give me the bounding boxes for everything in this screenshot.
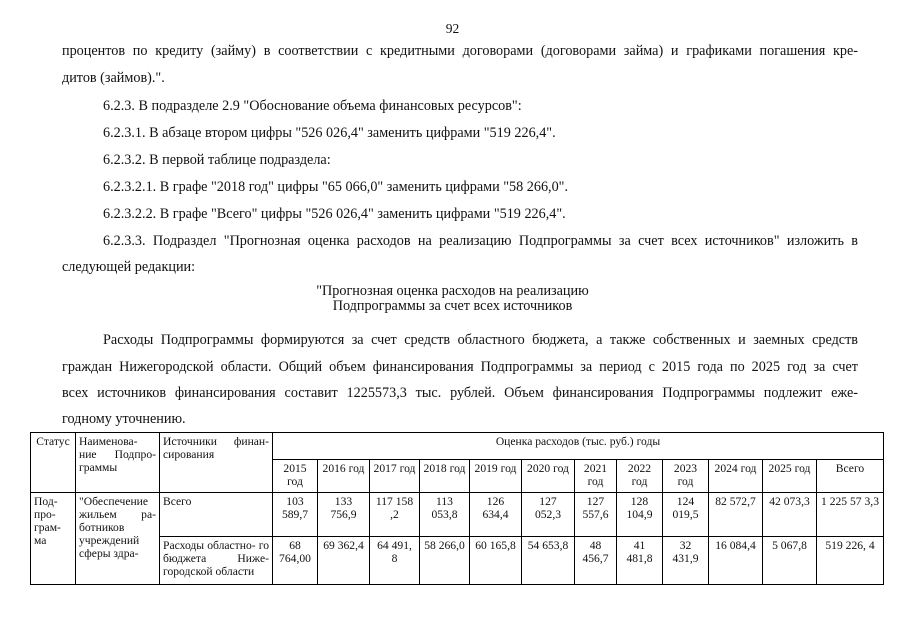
value-cell: 48 456,7 [575, 537, 617, 585]
value-cell: 5 067,8 [763, 537, 817, 585]
value-cell: 69 362,4 [318, 537, 370, 585]
year-header: 2025 год [763, 460, 817, 493]
paragraph-line: Расходы Подпрограммы формируются за счет средств областного бюджета, а также собственных и заемных средств [103, 332, 858, 348]
header-sources: Источники финан- сирования [160, 433, 273, 493]
text-line: 6.2.3.1. В абзаце втором цифры "526 026,4" заменить цифрами "519 226,4". [103, 125, 556, 141]
value-cell: 32 431,9 [663, 537, 709, 585]
value-cell: 103 589,7 [273, 493, 318, 537]
value-cell: 16 084,4 [709, 537, 763, 585]
table-row [31, 493, 884, 537]
value-cell: 64 491, 8 [370, 537, 420, 585]
section-heading: "Прогнозная оценка расходов на реализацию [316, 283, 589, 299]
table-header-row [31, 433, 884, 460]
source-cell: Всего [160, 493, 273, 537]
page-number: 92 [445, 21, 460, 36]
value-cell: 128 104,9 [617, 493, 663, 537]
paragraph-line: граждан Нижегородской области. Общий объем финансирования Подпрограммы за период с 2015 года по 2025 год за счет [62, 359, 858, 375]
header-status: Статус [31, 433, 76, 493]
value-cell: 127 557,6 [575, 493, 617, 537]
text-line: 6.2.3.2.2. В графе "Всего" цифры "526 026,4" заменить цифрами "519 226,4". [103, 206, 566, 222]
value-cell: 68 764,00 [273, 537, 318, 585]
year-header: 2022 год [617, 460, 663, 493]
year-header: 2019 год [470, 460, 522, 493]
year-header: 2020 год [522, 460, 575, 493]
value-cell: 54 653,8 [522, 537, 575, 585]
text-line: 6.2.3.2.1. В графе "2018 год" цифры "65 066,0" заменить цифрами "58 266,0". [103, 179, 569, 195]
value-cell: 133 756,9 [318, 493, 370, 537]
text-line: 6.2.3. В подразделе 2.9 "Обоснование объема финансовых ресурсов": [103, 98, 522, 114]
year-header: 2023 год [663, 460, 709, 493]
header-estimate: Оценка расходов (тыс. руб.) годы [273, 433, 884, 460]
year-header: 2021 год [575, 460, 617, 493]
paragraph-line: годному уточнению. [62, 411, 186, 427]
value-cell: 42 073,3 [763, 493, 817, 537]
text-line: процентов по кредиту (займу) в соответствии с кредитными договорами (договорами займа) и графиками погашения кре- [62, 43, 858, 59]
value-cell: 60 165,8 [470, 537, 522, 585]
program-name-cell: "Обеспечение жильем ра- ботников учреждений сферы здра- [76, 493, 160, 585]
text-line: дитов (займов).". [62, 70, 165, 86]
value-cell: 41 481,8 [617, 537, 663, 585]
section-heading: Подпрограммы за счет всех источников [332, 298, 573, 314]
value-cell: 58 266,0 [420, 537, 470, 585]
value-cell: 124 019,5 [663, 493, 709, 537]
year-header: 2016 год [318, 460, 370, 493]
text-line: 6.2.3.3. Подраздел "Прогнозная оценка расходов на реализацию Подпрограммы за счет всех источников" изложить в [103, 233, 858, 249]
year-header: 2015 год [273, 460, 318, 493]
text-line: следующей редакции: [62, 259, 196, 275]
text-line: 6.2.3.2. В первой таблице подраздела: [103, 152, 331, 168]
source-cell: Расходы областно- го бюджета Нижe- городской области [160, 537, 273, 585]
status-cell: Под- про- грам- ма [31, 493, 76, 585]
year-header: 2017 год [370, 460, 420, 493]
value-cell: 127 052,3 [522, 493, 575, 537]
paragraph-line: всех источников финансирования составит 1225573,3 тыс. рублей. Объем финансирования Подпрограммы подлежит еже- [62, 385, 858, 401]
value-cell: 126 634,4 [470, 493, 522, 537]
value-cell: 82 572,7 [709, 493, 763, 537]
value-cell: 117 158 ,2 [370, 493, 420, 537]
year-header: 2024 год [709, 460, 763, 493]
header-name: Наименова- ние Подпро- граммы [76, 433, 160, 493]
year-header: Всего [817, 460, 884, 493]
financing-table [30, 432, 884, 585]
value-cell: 1 225 57 3,3 [817, 493, 884, 537]
value-cell: 519 226, 4 [817, 537, 884, 585]
year-header: 2018 год [420, 460, 470, 493]
value-cell: 113 053,8 [420, 493, 470, 537]
